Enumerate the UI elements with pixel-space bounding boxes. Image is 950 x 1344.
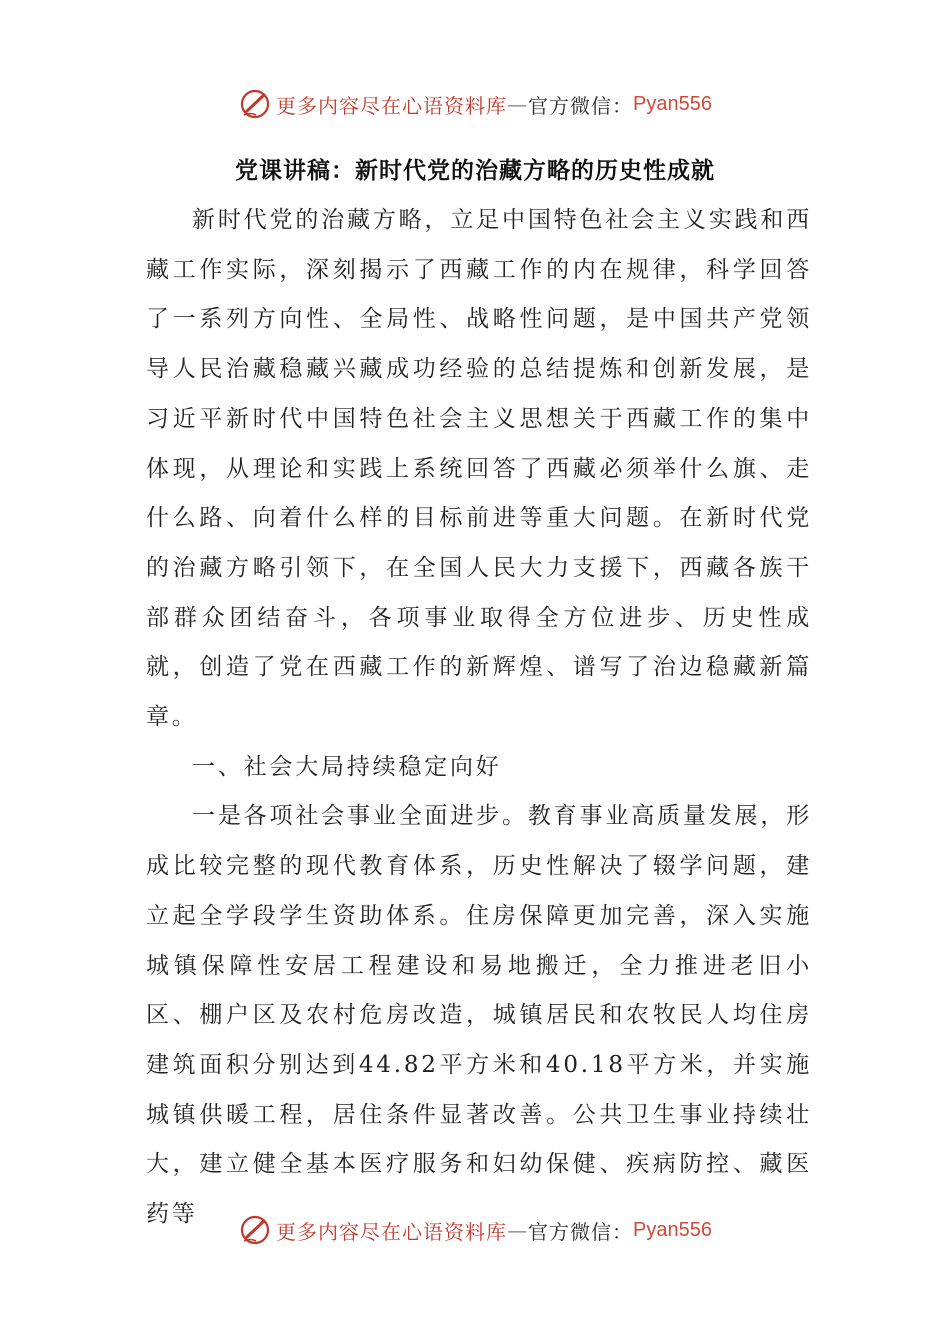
banner-text [276,1216,712,1245]
banner-separator: — [507,1218,529,1242]
banner-wechat-label: 官方微信： [528,93,634,118]
document-body [146,196,812,1240]
pen-circle-logo-icon [238,1213,272,1247]
document-title: 党课讲稿：新时代党的治藏方略的历史性成就 [235,158,715,184]
paragraph-intro: 新时代党的治藏方略，立足中国特色社会主义实践和西藏工作实际，深刻揭示了西藏工作的内在规律，科学回答了一系列方向性、全局性、战略性问题，是中国共产党领导人民治藏稳藏兴藏成功经验的总结提炼和创新发展，是习近平新时代中国特色社会主义思想关于西藏工作的集中体现，从理论和实践上系统回答了西藏必须举什么旗、走什么路、向着什么样的目标前进等重大问题。在新时代党的治藏方略引领下，在全国人民大力支援下，西藏各族干部群众团结奋斗，各项事业取得全方位进步、历史性成就，创造了党在西藏工作的新辉煌、谱写了治边稳藏新篇章。 [146,207,812,731]
footer-banner [0,1210,950,1250]
pen-circle-logo-icon [238,87,272,121]
banner-site-name: 更多内容尽在心语资料库 [276,93,508,118]
banner-text [276,90,712,119]
banner-wechat-id: Pyan556 [633,1218,712,1241]
section-heading: 一、社会大局持续稳定向好 [192,753,502,780]
banner-separator: — [507,92,529,116]
header-banner [0,84,950,124]
banner-wechat-id: Pyan556 [633,92,712,115]
paragraph-social-progress: 一是各项社会事业全面进步。教育事业高质量发展，形成比较完整的现代教育体系，历史性解决了辍学问题，建立起全学段学生资助体系。住房保障更加完善，深入实施城镇保障性安居工程建设和易地搬迁，全力推进老旧小区、棚户区及农村危房改造，城镇居民和农牧民人均住房建筑面积分别达到44.82平方米和40.18平方米，并实施城镇供暖工程，居住条件显著改善。公共卫生事业持续壮大，建立健全基本医疗服务和妇幼保健、疾病防控、藏医药等 [146,803,812,1228]
banner-site-name: 更多内容尽在心语资料库 [276,1219,508,1244]
banner-wechat-label: 官方微信： [528,1219,634,1244]
